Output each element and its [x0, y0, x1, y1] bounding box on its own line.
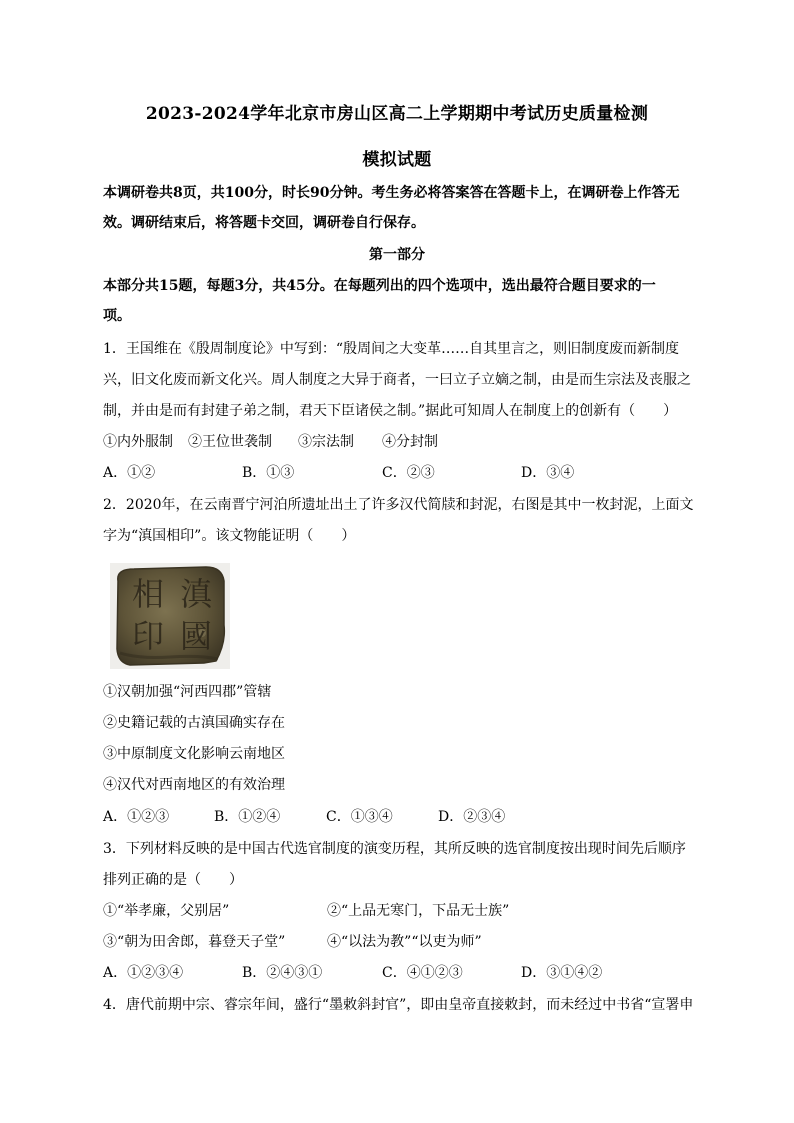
q2-item-3: ③中原制度文化影响云南地区	[103, 746, 285, 762]
part-intro-line-1: 本部分共15题，每题3分，共45分。在每题列出的四个选项中，选出最符合题目要求的一	[103, 278, 656, 294]
q3-option-a[interactable]: A．①②③④	[103, 965, 184, 981]
q3-stem-line-1: 3．下列材料反映的是中国古代选官制度的演变历程，其所反映的选官制度按出现时间先后顺序	[103, 841, 686, 857]
q4-stem-line-1: 4．唐代前期中宗、睿宗年间，盛行“墨敕斜封官”，即由皇帝直接敕封，而未经过中书省“宣署申	[103, 997, 694, 1013]
part-heading: 第一部分	[369, 247, 425, 263]
q2-option-b[interactable]: B．①②④	[214, 809, 281, 825]
document-subtitle: 模拟试题	[362, 150, 432, 170]
instructions-line-1: 本调研卷共8页，共100分，时长90分钟。考生务必将答案答在答题卡上，在调研卷上作答无	[103, 185, 680, 201]
q1-option-a[interactable]: A．①②	[103, 465, 156, 481]
q1-stem-line-2: 兴，旧文化废而新文化兴。周人制度之大异于商者，一曰立子立嫡之制，由是而生宗法及丧服之	[103, 372, 691, 388]
clay-seal-graphic	[110, 563, 230, 669]
part-intro-line-2: 项。	[103, 308, 131, 324]
q2-option-c[interactable]: C．①③④	[326, 809, 393, 825]
q1-item-4: ④分封制	[382, 434, 438, 450]
q1-option-c[interactable]: C．②③	[382, 465, 435, 481]
seal-glyph-1: 滇	[179, 575, 213, 613]
seal-glyph-3: 相	[131, 575, 165, 613]
q1-item-2: ②王位世袭制	[188, 434, 272, 450]
q1-stem-line-1: 1．王国维在《殷周制度论》中写到：“殷周间之大变革……自其里言之，则旧制度废而新制度	[103, 341, 680, 357]
q2-item-4: ④汉代对西南地区的有效治理	[103, 777, 285, 793]
seal-glyph-2: 國	[179, 617, 213, 655]
q2-stem-line-1: 2．2020年，在云南晋宁河泊所遗址出土了许多汉代简牍和封泥，右图是其中一枚封泥，上面文	[103, 497, 694, 513]
q3-option-d[interactable]: D．③①④②	[521, 965, 603, 981]
q3-item-3: ③“朝为田舍郎，暮登天子堂”	[103, 934, 286, 950]
q2-stem-line-2: 字为“滇国相印”。该文物能证明（ ）	[103, 528, 356, 544]
q1-stem-line-3: 制，并由是而有封建子弟之制，君天下臣诸侯之制。”据此可知周人在制度上的创新有（ ）	[103, 403, 678, 419]
q3-option-c[interactable]: C．④①②③	[382, 965, 463, 981]
q3-option-b[interactable]: B．②④③①	[242, 965, 323, 981]
q2-option-d[interactable]: D．②③④	[438, 809, 506, 825]
q2-item-1: ①汉朝加强“河西四郡”管辖	[103, 684, 272, 700]
q3-stem-line-2: 排列正确的是（ ）	[103, 872, 243, 888]
seal-glyph-4: 印	[131, 617, 165, 655]
q3-item-4: ④“以法为教”“以吏为师”	[327, 934, 482, 950]
q1-item-3: ③宗法制	[298, 434, 354, 450]
q3-item-2: ②“上品无寒门，下品无士族”	[327, 903, 510, 919]
instructions-line-2: 效。调研结束后，将答题卡交回，调研卷自行保存。	[103, 215, 425, 231]
clay-seal-image	[110, 563, 230, 669]
q3-item-1: ①“举孝廉，父别居”	[103, 903, 230, 919]
q2-option-a[interactable]: A．①②③	[103, 809, 170, 825]
q1-option-b[interactable]: B．①③	[242, 465, 295, 481]
q1-option-d[interactable]: D．③④	[521, 465, 575, 481]
q2-item-2: ②史籍记载的古滇国确实存在	[103, 715, 285, 731]
document-title: 2023-2024学年北京市房山区高二上学期期中考试历史质量检测	[145, 104, 649, 124]
q1-item-1: ①内外服制	[103, 434, 173, 450]
